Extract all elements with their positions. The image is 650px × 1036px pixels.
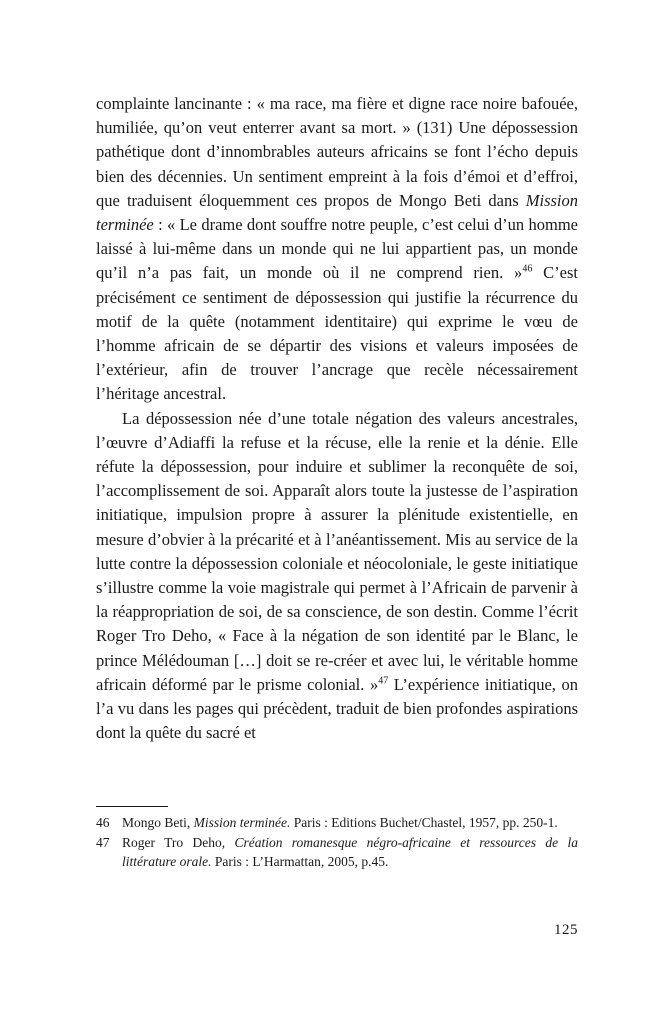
page-body xyxy=(96,92,578,745)
footnote-publication: Paris : L’Harmattan, 2005, p.45. xyxy=(211,854,389,869)
paragraph-1-text-b: : « Le drame dont souffre notre peuple, c’est celui d’un homme laissé à lui-même dans un monde qui ne lui appartient pas, un monde qu’il n’a pas fait, un monde où il ne comprend rien. » xyxy=(96,215,578,283)
footnote-47 xyxy=(96,833,578,872)
footnote-title: Création romanesque négro-africaine et ressources de la littérature orale. xyxy=(122,834,578,869)
footnote-number: 47 xyxy=(96,834,110,850)
footnote-text xyxy=(122,813,578,833)
paragraph-1-text-a: complainte lancinante : « ma race, ma fière et digne race noire bafouée, humiliée, qu’on veut enterrer avant sa mort. » (131) Une dépossession pathétique dont d’innombrables auteurs africains se font l’écho depuis bien des décennies. Un sentiment empreint à la fois d’émoi et d’effroi, que traduisent éloquemment ces propos de Mongo Beti dans xyxy=(96,94,578,210)
footnote-text xyxy=(122,833,578,872)
footnote-ref-47[interactable]: 47 xyxy=(378,675,389,687)
paragraph-2 xyxy=(96,407,578,746)
footnote-publication: Paris : Editions Buchet/Chastel, 1957, pp. 250-1. xyxy=(290,815,558,830)
footnote-ref-46[interactable]: 46 xyxy=(522,263,533,275)
footnote-author: Mongo Beti, xyxy=(122,815,194,830)
paragraph-2-text-a: La dépossession née d’une totale négation des valeurs ancestrales, l’œuvre d’Adiaffi la refuse et la récuse, elle la renie et la dénie. Elle réfute la dépossession, pour induire et sublimer la reconquête de soi, l’accomplissement de soi. Apparaît alors toute la justesse de l’aspiration initiatique, impulsion propre à assurer la plénitude existentielle, en mesure d’obvier à la précarité et à l’anéantissement. Mis au service de la lutte contre la dépossession coloniale et néocoloniale, le geste initiatique s’illustre comme la voie magistrale qui permet à l’Africain de parvenir à la réappropriation de soi, de sa conscience, de son destin. Comme l’écrit Roger Tro Deho, « Face à la négation de son identité par le Blanc, le prince Mélédouman […] doit se re-créer et avec lui, le véritable homme africain déformé par le prisme colonial. » xyxy=(96,408,578,694)
paragraph-1-text-c: C’est précisément ce sentiment de dépossession qui justifie la récurrence du motif de la quête (notamment identitaire) qui exprime le vœu de l’homme africain de se départir des visions et valeurs imposées de l’extérieur, afin de trouver l’ancrage que recèle nécessairement l’héritage ancestral. xyxy=(96,263,578,404)
footnotes xyxy=(96,806,578,872)
page-number: 125 xyxy=(554,922,578,938)
paragraph-1 xyxy=(96,92,578,407)
footnote-number: 46 xyxy=(96,815,110,830)
footnote-divider xyxy=(96,806,168,807)
paragraph-1-italic-title: Mission terminée xyxy=(96,190,578,235)
footnote-author: Roger Tro Deho, xyxy=(122,834,235,850)
footnote-title: Mission terminée. xyxy=(193,815,291,830)
footnote-46 xyxy=(96,813,578,833)
paragraph-2-text-b: L’expérience initiatique, on l’a vu dans les pages qui précèdent, traduit de bien profondes aspirations dont la quête du sacré et xyxy=(96,674,578,743)
